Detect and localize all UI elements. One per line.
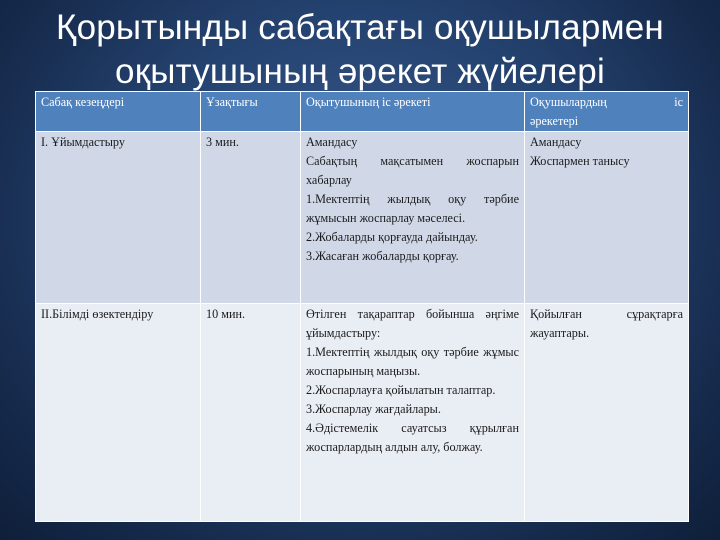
header-student-activity-word-3: әрекетері [530, 114, 579, 128]
slide-title-line-2: оқытушының әрекет жүйелері [115, 52, 605, 91]
table-row [36, 132, 689, 304]
cell-teacher-activity [301, 132, 525, 304]
header-student-activity [525, 92, 689, 132]
lesson-activity-table [35, 91, 689, 522]
teacher-line: 1.Мектептің жылдық оқу тәрбие жұмыс жоспарының маңызы. [306, 345, 519, 378]
teacher-line: 3.Жасаған жобаларды қорғау. [306, 249, 459, 263]
table-row [36, 304, 689, 522]
header-stage: Сабақ кезеңдері [36, 92, 201, 132]
student-line: Амандасу [530, 135, 582, 149]
teacher-line: 2.Жоспарлауға қойылатын талаптар. [306, 383, 496, 397]
teacher-line: 4.Әдістемелік сауатсыз құрылған жоспарлардың алдын алу, болжау. [306, 421, 519, 454]
header-teacher-activity: Оқытушының іс әрекеті [301, 92, 525, 132]
cell-stage: ІІ.Білімді өзектендіру [36, 304, 201, 522]
header-duration: Ұзақтығы [201, 92, 301, 132]
teacher-line: 2.Жобаларды қорғауда дайындау. [306, 230, 478, 244]
cell-duration: 3 мин. [201, 132, 301, 304]
cell-duration: 10 мин. [201, 304, 301, 522]
cell-stage: І. Ұйымдастыру [36, 132, 201, 304]
student-line: Жоспармен танысу [530, 154, 630, 168]
teacher-line: Сабақтың мақсатымен жоспарын хабарлау [306, 154, 519, 187]
cell-student-activity [525, 132, 689, 304]
teacher-line: Өтілген тақараптар бойынша әңгіме ұйымдастыру: [306, 307, 519, 340]
cell-teacher-activity [301, 304, 525, 522]
slide-title-line-1: Қорытынды сабақтағы оқушылармен [56, 8, 664, 47]
header-student-activity-word-1: Оқушылардың [530, 95, 607, 109]
cell-student-activity [525, 304, 689, 522]
student-line: Қойылған сұрақтарға жауаптары. [530, 307, 683, 340]
slide-title [0, 6, 720, 94]
teacher-line: Амандасу [306, 135, 358, 149]
header-student-activity-word-2: іс [674, 95, 683, 109]
table-header-row [36, 92, 689, 132]
teacher-line: 1.Мектептің жылдық оқу тәрбие жұмысын жоспарлау мәселесі. [306, 192, 519, 225]
teacher-line: 3.Жоспарлау жағдайлары. [306, 402, 441, 416]
